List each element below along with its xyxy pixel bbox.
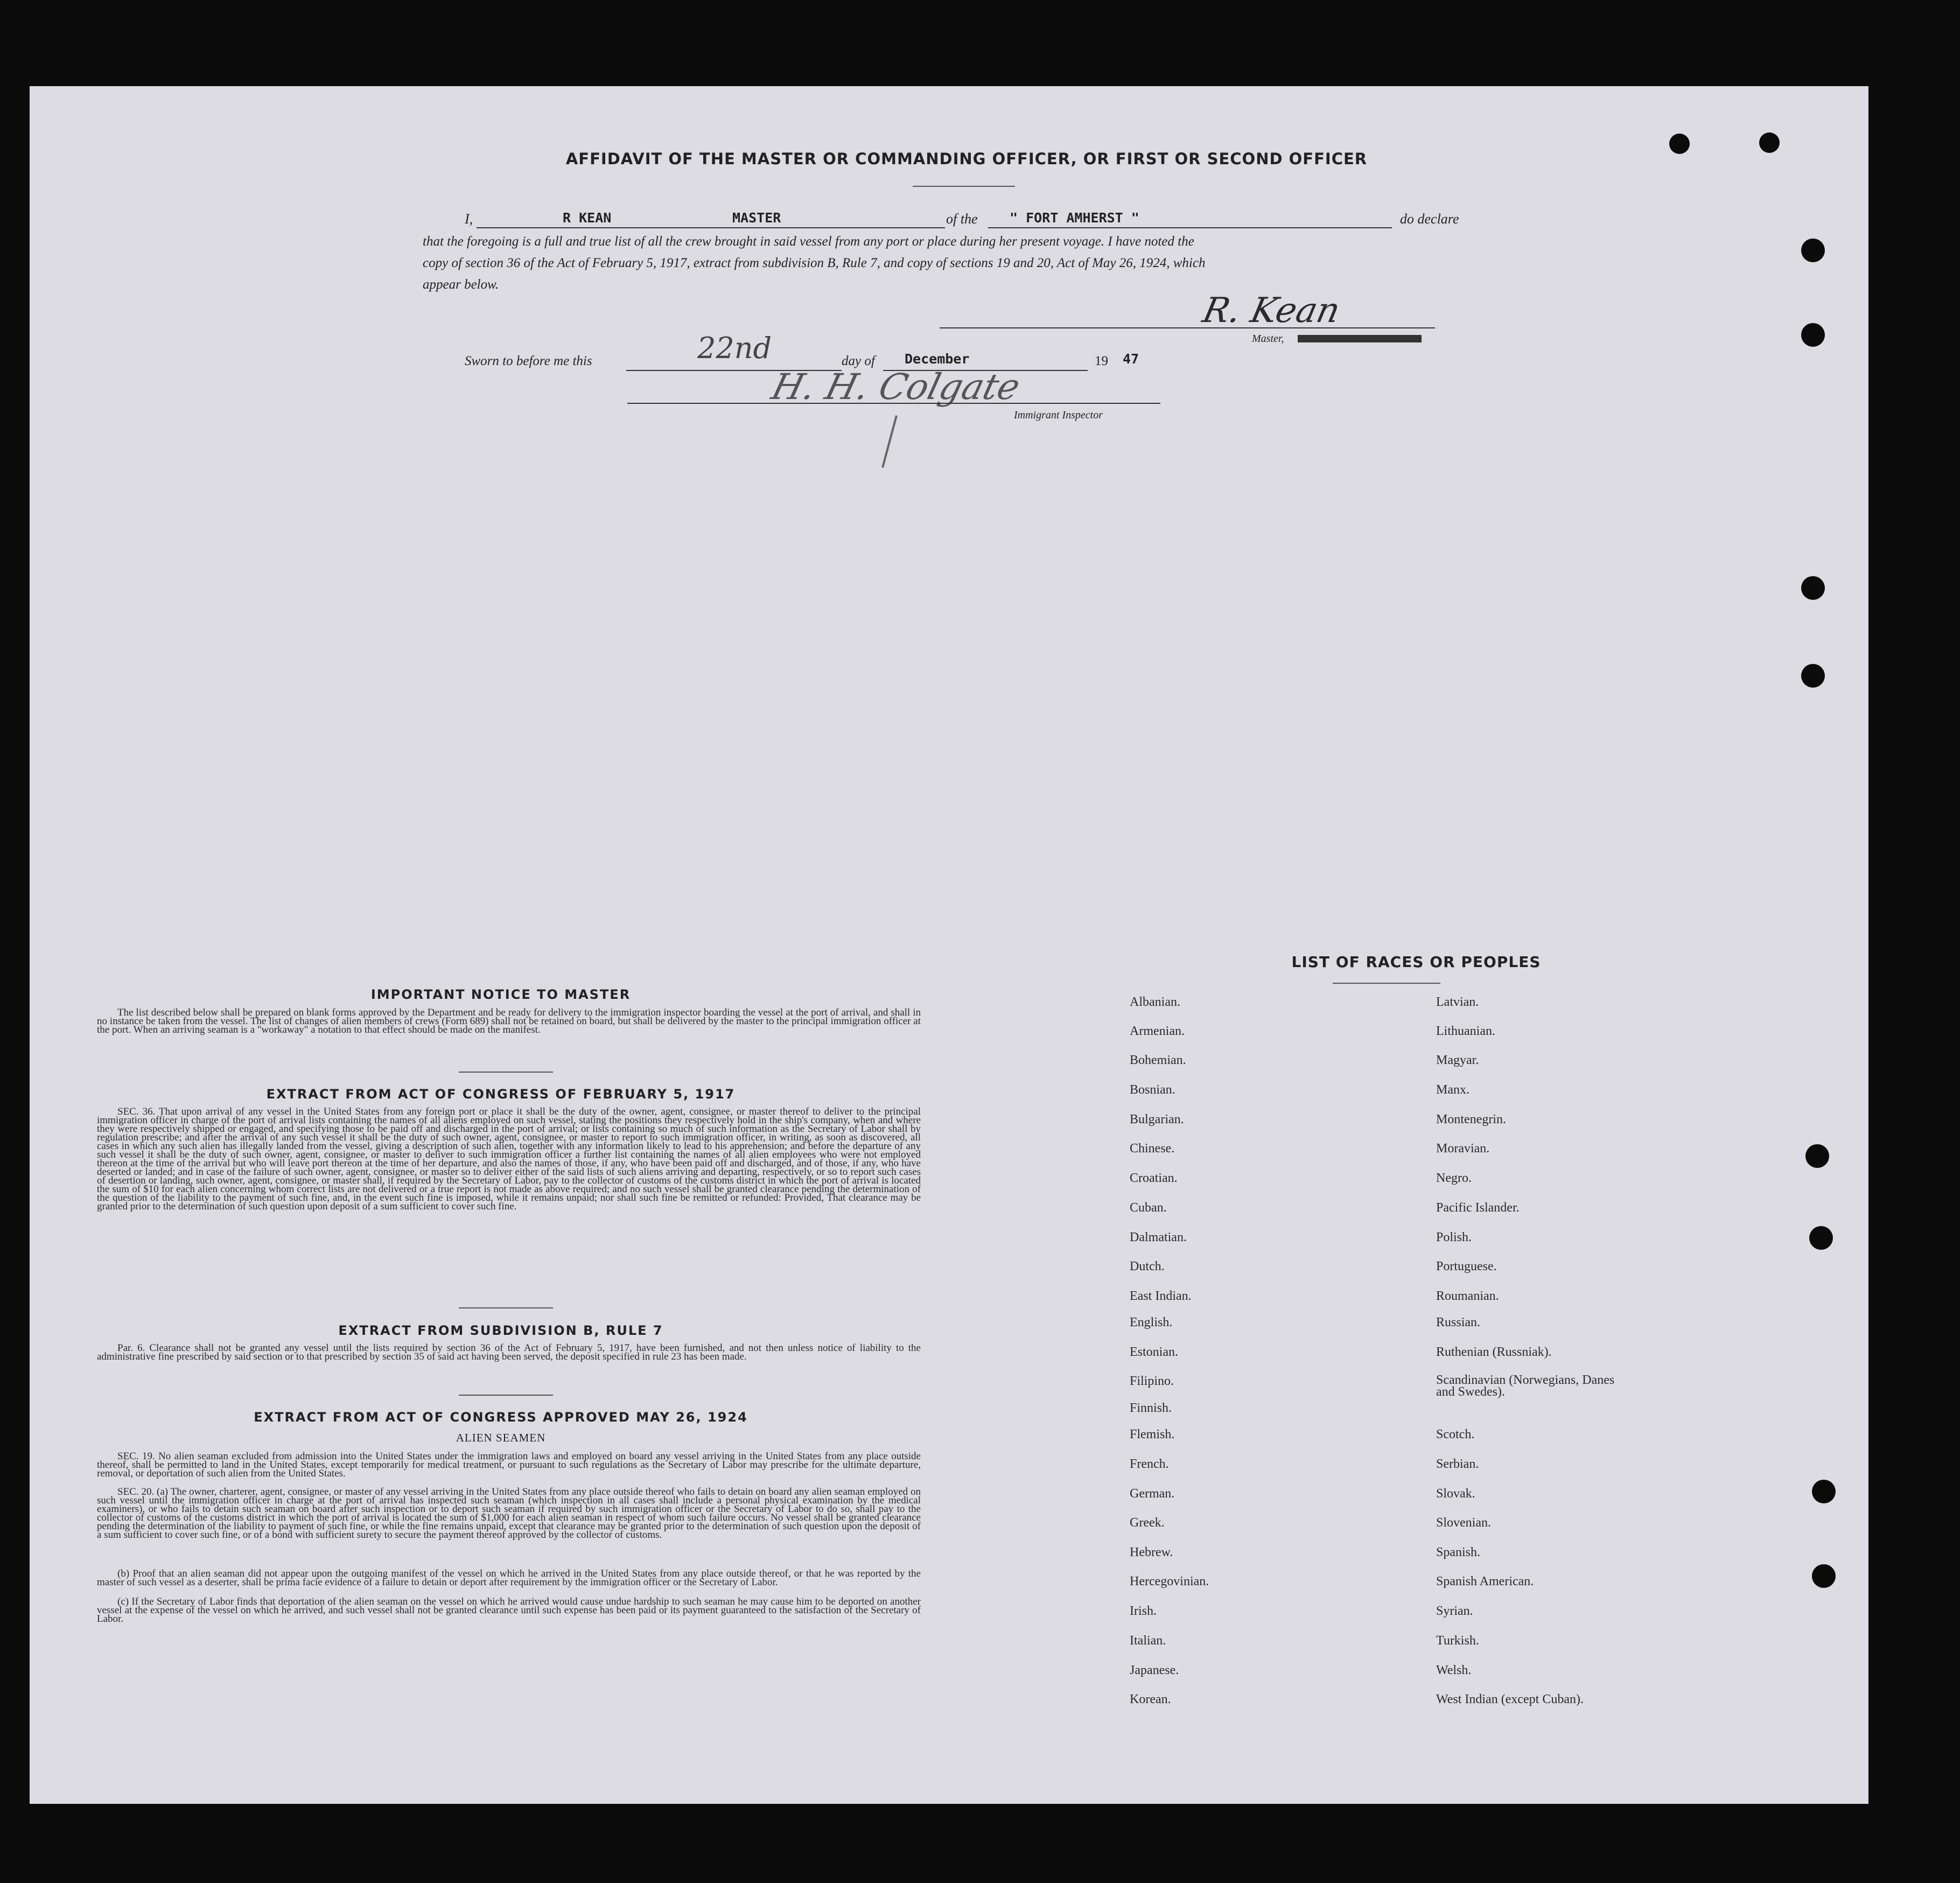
race-item: Estonian. bbox=[1130, 1345, 1178, 1359]
race-item: Welsh. bbox=[1436, 1663, 1472, 1677]
sec-20a-text: SEC. 20. (a) The owner, charterer, agent, consignee, or master of any vessel arriving in the United States from any place outside thereof who fails to detain on board any alien seaman employed on such vessel until the immigration officer in charge at the port of arrival has inspected such seaman (which inspection in all cases shall include a personal physical examination by the medical examiners), or who fails to detain such seaman on board after such inspection or to deport such seaman if required by such immigration officer or the Secretary of Labor to do so, shall pay to the collector of customs of the customs district in which the port of arrival is located the sum of $1,000 for each alien seaman in respect of whom such failure occurs. No vessel shall be granted clearance pending the determination of the liability to payment of such fine, or while the fine remains unpaid, except that clearance may be granted prior to the determination of such question upon the deposit of a sum sufficient to cover such fine, or of a bond with sufficient surety to secure the payment thereof approved by the collector of customs. bbox=[97, 1486, 921, 1541]
extract-1917-text: SEC. 36. That upon arrival of any vessel in the United States from any foreign port or place it shall be the duty of the owner, agent, consignee, or master thereof to deliver to the principal immigration officer in charge of the port of arrival lists containing the names of all aliens employed on such vessel, stating the positions they respectively hold in the ship's company, when and where they were respectively shipped or engaged, and specifying those to be paid off and discharged in the port of arrival; or lists containing so much of such information as the Secretary of Labor shall by regulation prescribe; and after the arrival of any such vessel it shall be the duty of such owner, agent, consignee, or master to report to such immigration officer, in writing, as soon as discovered, all cases in which any such alien has illegally landed from the vessel, giving a description of such alien, together with any information likely to lead to his apprehension; and before the departure of any such vessel it shall be the duty of such owner, agent, consignee, or master to deliver to such immigration officer a further list containing the names of all alien employees who were not employed thereon at the time of the arrival but who will leave port thereon at the time of her departure, and also the names of those, if any, who have been paid off and discharged, and of those, if any, who have deserted or landed; and in case of the failure of such owner, agent, consignee, or master so to deliver either of the said lists of such aliens arriving and departing, respectively, or so to report such cases of desertion or landing, such owner, agent, consignee, or master shall, if required by the Secretary of Labor, pay to the collector of customs of the customs district in which the port of arrival is located the sum of $10 for each alien concerning whom correct lists are not delivered or a true report is not made as above required; and no such vessel shall be granted clearance pending the determination of the question of the liability to the payment of such fine, and, in the event such fine is imposed, while it remains unpaid; nor shall such fine be remitted or refunded: Provided, That clearance may be granted prior to the determination of such question upon deposit of a sum sufficient to cover such fine. bbox=[97, 1106, 921, 1212]
race-item: Russian. bbox=[1436, 1315, 1481, 1329]
race-item: Pacific Islander. bbox=[1436, 1201, 1520, 1215]
race-item: Magyar. bbox=[1436, 1053, 1479, 1067]
race-item: Portuguese. bbox=[1436, 1259, 1497, 1273]
divider-3 bbox=[459, 1395, 553, 1396]
document-page bbox=[30, 86, 1868, 1804]
i-label: I, bbox=[465, 211, 473, 227]
year-suffix: 47 bbox=[1123, 351, 1139, 367]
master-signature-line bbox=[940, 327, 1435, 328]
inspector-signature-stroke bbox=[881, 415, 898, 468]
master-rank: MASTER bbox=[732, 210, 781, 226]
race-item: Dalmatian. bbox=[1130, 1230, 1187, 1244]
name-line bbox=[477, 227, 945, 228]
notice-text: The list described below shall be prepared on blank forms approved by the Department and be ready for delivery to the immigration inspector boarding the vessel at the port of arrival, and shall in no instance be taken from the vessel. The list of changes of alien members of crews (Form 689) shall not be retained on board, but shall be delivered by the master to the principal immigration officer at the port. When an arriving seaman is a "workaway" a notation to that effect should be made on the manifest. bbox=[97, 1007, 921, 1035]
punch-hole bbox=[1801, 576, 1825, 600]
alien-seamen-subtitle: ALIEN SEAMEN bbox=[456, 1431, 546, 1444]
race-item: Filipino. bbox=[1130, 1374, 1174, 1388]
race-item: Moravian. bbox=[1436, 1142, 1490, 1156]
race-item: Albanian. bbox=[1130, 995, 1180, 1009]
extract-1924-title: EXTRACT FROM ACT OF CONGRESS APPROVED MAY 26, 1924 bbox=[254, 1410, 748, 1425]
races-title: LIST OF RACES OR PEOPLES bbox=[1291, 953, 1541, 971]
affidavit-line-3: copy of section 36 of the Act of February 5, 1917, extract from subdivision B, Rule 7, and copy of sections 19 and 20, Act of May 26, 1924, which bbox=[423, 256, 1206, 270]
race-item: German. bbox=[1130, 1487, 1175, 1501]
race-item: Korean. bbox=[1130, 1692, 1171, 1706]
race-item: Spanish. bbox=[1436, 1545, 1481, 1559]
race-item: Negro. bbox=[1436, 1171, 1472, 1185]
race-item: Hebrew. bbox=[1130, 1545, 1173, 1559]
race-item: French. bbox=[1130, 1457, 1169, 1471]
month-value: December bbox=[905, 351, 970, 367]
race-item: Greek. bbox=[1130, 1516, 1165, 1530]
do-declare-label: do declare bbox=[1400, 211, 1459, 227]
punch-hole bbox=[1759, 132, 1780, 153]
master-caption: Master, bbox=[1252, 333, 1284, 345]
struck-out-text bbox=[1298, 335, 1422, 342]
inspector-line bbox=[627, 403, 1160, 404]
race-item: Ruthenian (Russniak). bbox=[1436, 1345, 1552, 1359]
sec-20b-text: (b) Proof that an alien seaman did not appear upon the outgoing manifest of the vessel on which he arrived in the United States from any place outside thereof, or that he was reported by the master of such vessel as a deserter, shall be prima facie evidence of a failure to detain or deport after requirement by the immigration officer or the Secretary of Labor. bbox=[97, 1568, 921, 1588]
race-item: Scandinavian (Norwegians, Danes and Swedes). bbox=[1436, 1373, 1615, 1399]
race-item: Croatian. bbox=[1130, 1171, 1178, 1185]
race-item: Syrian. bbox=[1436, 1604, 1473, 1618]
day-handwritten: 22nd bbox=[697, 331, 772, 365]
race-item: Serbian. bbox=[1436, 1457, 1479, 1471]
race-item: Japanese. bbox=[1130, 1663, 1179, 1677]
notice-title: IMPORTANT NOTICE TO MASTER bbox=[370, 987, 631, 1002]
punch-hole bbox=[1669, 134, 1690, 154]
race-item: Montenegrin. bbox=[1436, 1112, 1506, 1126]
punch-hole bbox=[1812, 1564, 1836, 1588]
master-signature: R. Kean bbox=[1199, 291, 1344, 331]
title-divider bbox=[913, 186, 1015, 187]
master-name: R KEAN bbox=[563, 210, 612, 226]
punch-hole bbox=[1812, 1480, 1836, 1503]
race-item: East Indian. bbox=[1130, 1289, 1192, 1303]
day-of-label: day of bbox=[842, 354, 875, 368]
year-prefix: 19 bbox=[1095, 354, 1108, 368]
affidavit-line-4: appear below. bbox=[423, 277, 499, 292]
affidavit-line-2: that the foregoing is a full and true list of all the crew brought in said vessel from any port or place during her present voyage. I have noted the bbox=[423, 234, 1194, 249]
race-item: English. bbox=[1130, 1315, 1173, 1329]
race-item: Bosnian. bbox=[1130, 1083, 1175, 1097]
race-item: Latvian. bbox=[1436, 995, 1479, 1009]
vessel-name: " FORT AMHERST " bbox=[1010, 210, 1139, 226]
affidavit-title: AFFIDAVIT OF THE MASTER OR COMMANDING OFFICER, OR FIRST OR SECOND OFFICER bbox=[565, 150, 1368, 168]
race-item: Finnish. bbox=[1130, 1401, 1172, 1415]
race-item: Bohemian. bbox=[1130, 1053, 1186, 1067]
race-item: Slovenian. bbox=[1436, 1516, 1491, 1530]
of-the-label: of the bbox=[946, 211, 978, 227]
race-item: Irish. bbox=[1130, 1604, 1157, 1618]
race-item: Cuban. bbox=[1130, 1201, 1167, 1215]
races-divider bbox=[1333, 983, 1440, 984]
punch-hole bbox=[1801, 323, 1825, 347]
race-item: Manx. bbox=[1436, 1083, 1469, 1097]
sworn-label: Sworn to before me this bbox=[465, 354, 592, 368]
race-item: Slovak. bbox=[1436, 1487, 1475, 1501]
sec-19-text: SEC. 19. No alien seaman excluded from admission into the United States under the immigration laws and employed on board any vessel arriving in the United States from any place outside thereof, shall be permitted to land in the United States, except temporarily for medical treatment, or pursuant to such regulations as the Secretary of Labor may prescribe for the ultimate departure, removal, or deportation of such alien from the United States. bbox=[97, 1451, 921, 1479]
race-item: Lithuanian. bbox=[1436, 1024, 1495, 1038]
divider-2 bbox=[459, 1307, 553, 1308]
vessel-line bbox=[988, 227, 1392, 228]
rule-7-title: EXTRACT FROM SUBDIVISION B, RULE 7 bbox=[338, 1323, 663, 1338]
race-item: Chinese. bbox=[1130, 1142, 1175, 1156]
divider-1 bbox=[459, 1072, 553, 1073]
inspector-signature: H. H. Colgate bbox=[767, 366, 1025, 408]
race-item: West Indian (except Cuban). bbox=[1436, 1692, 1584, 1706]
punch-hole bbox=[1801, 664, 1825, 688]
race-item: Bulgarian. bbox=[1130, 1112, 1184, 1126]
inspector-caption: Immigrant Inspector bbox=[1014, 409, 1103, 421]
punch-hole bbox=[1805, 1144, 1829, 1168]
punch-hole bbox=[1809, 1226, 1833, 1250]
race-item: Italian. bbox=[1130, 1634, 1166, 1648]
race-item: Roumanian. bbox=[1436, 1289, 1499, 1303]
race-item: Spanish American. bbox=[1436, 1574, 1534, 1588]
race-item: Polish. bbox=[1436, 1230, 1472, 1244]
race-item: Scotch. bbox=[1436, 1427, 1475, 1441]
race-item: Flemish. bbox=[1130, 1427, 1175, 1441]
race-item: Turkish. bbox=[1436, 1634, 1479, 1648]
race-item: Armenian. bbox=[1130, 1024, 1185, 1038]
punch-hole bbox=[1801, 239, 1825, 262]
extract-1917-title: EXTRACT FROM ACT OF CONGRESS OF FEBRUARY 5, 1917 bbox=[266, 1087, 736, 1102]
race-item: Hercegovinian. bbox=[1130, 1574, 1209, 1588]
sec-20c-text: (c) If the Secretary of Labor finds that deportation of the alien seaman on the vessel on which he arrived would cause undue hardship to such seaman he may cause him to be deported on another vessel at the expense of the vessel on which he arrived, and such vessel shall not be granted clearance until such expense has been paid or its payment guaranteed to the satisfaction of the Secretary of Labor. bbox=[97, 1596, 921, 1625]
rule-7-text: Par. 6. Clearance shall not be granted any vessel until the lists required by section 36 of the Act of February 5, 1917, have been furnished, and not then unless notice of liability to the administrative fine prescribed by said section or to that prescribed by section 35 of said act having been served, the deposit specified in rule 23 has been made. bbox=[97, 1342, 921, 1362]
race-item: Dutch. bbox=[1130, 1259, 1165, 1273]
